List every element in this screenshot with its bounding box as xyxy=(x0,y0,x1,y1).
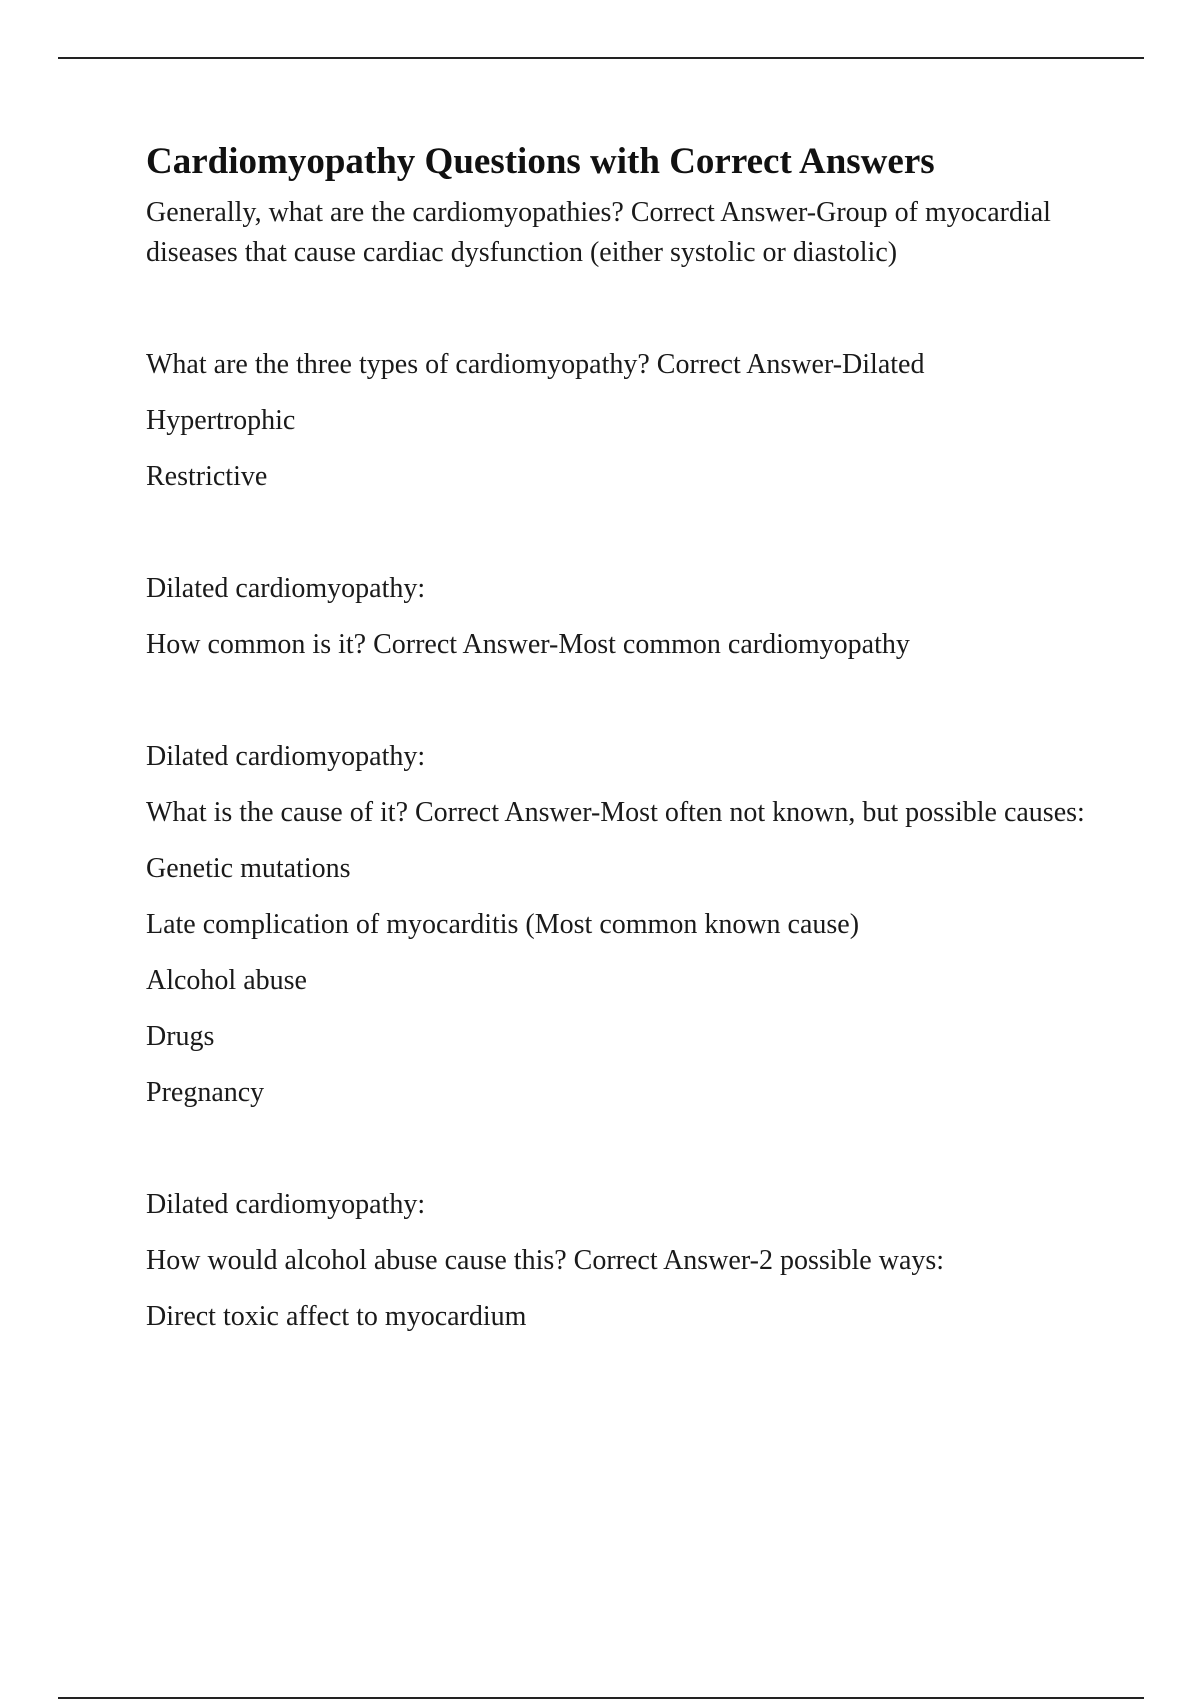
paragraph: Direct toxic affect to myocardium xyxy=(146,1301,527,1333)
paragraph: Alcohol abuse xyxy=(146,965,307,997)
paragraph: Late complication of myocarditis (Most common known cause) xyxy=(146,909,860,941)
paragraph: Drugs xyxy=(146,1021,215,1053)
paragraph: Dilated cardiomyopathy: xyxy=(146,1189,426,1221)
document-body xyxy=(146,140,1086,1353)
paragraph: How would alcohol abuse cause this? Correct Answer-2 possible ways: xyxy=(146,1245,945,1277)
page-title: Cardiomyopathy Questions with Correct Answers xyxy=(146,141,935,182)
section-gap xyxy=(146,513,1086,569)
paragraph: Dilated cardiomyopathy: xyxy=(146,573,426,605)
header-divider xyxy=(58,57,1144,59)
section-gap xyxy=(146,289,1086,345)
footer-divider xyxy=(58,1697,1144,1699)
paragraph: Genetic mutations xyxy=(146,853,351,885)
paragraph: Restrictive xyxy=(146,461,268,493)
paragraph: Dilated cardiomyopathy: xyxy=(146,741,426,773)
paragraph: Generally, what are the cardiomyopathies? Correct Answer-Group of myocardial diseases that cause cardiac dysfunction (either systolic or diastolic) xyxy=(146,197,1051,269)
paragraph: Hypertrophic xyxy=(146,405,296,437)
section-gap xyxy=(146,681,1086,737)
paragraph: How common is it? Correct Answer-Most common cardiomyopathy xyxy=(146,629,910,661)
paragraph: What is the cause of it? Correct Answer-Most often not known, but possible causes: xyxy=(146,797,1085,829)
paragraph: Pregnancy xyxy=(146,1077,265,1109)
paragraph: What are the three types of cardiomyopathy? Correct Answer-Dilated xyxy=(146,349,925,381)
section-gap xyxy=(146,1129,1086,1185)
